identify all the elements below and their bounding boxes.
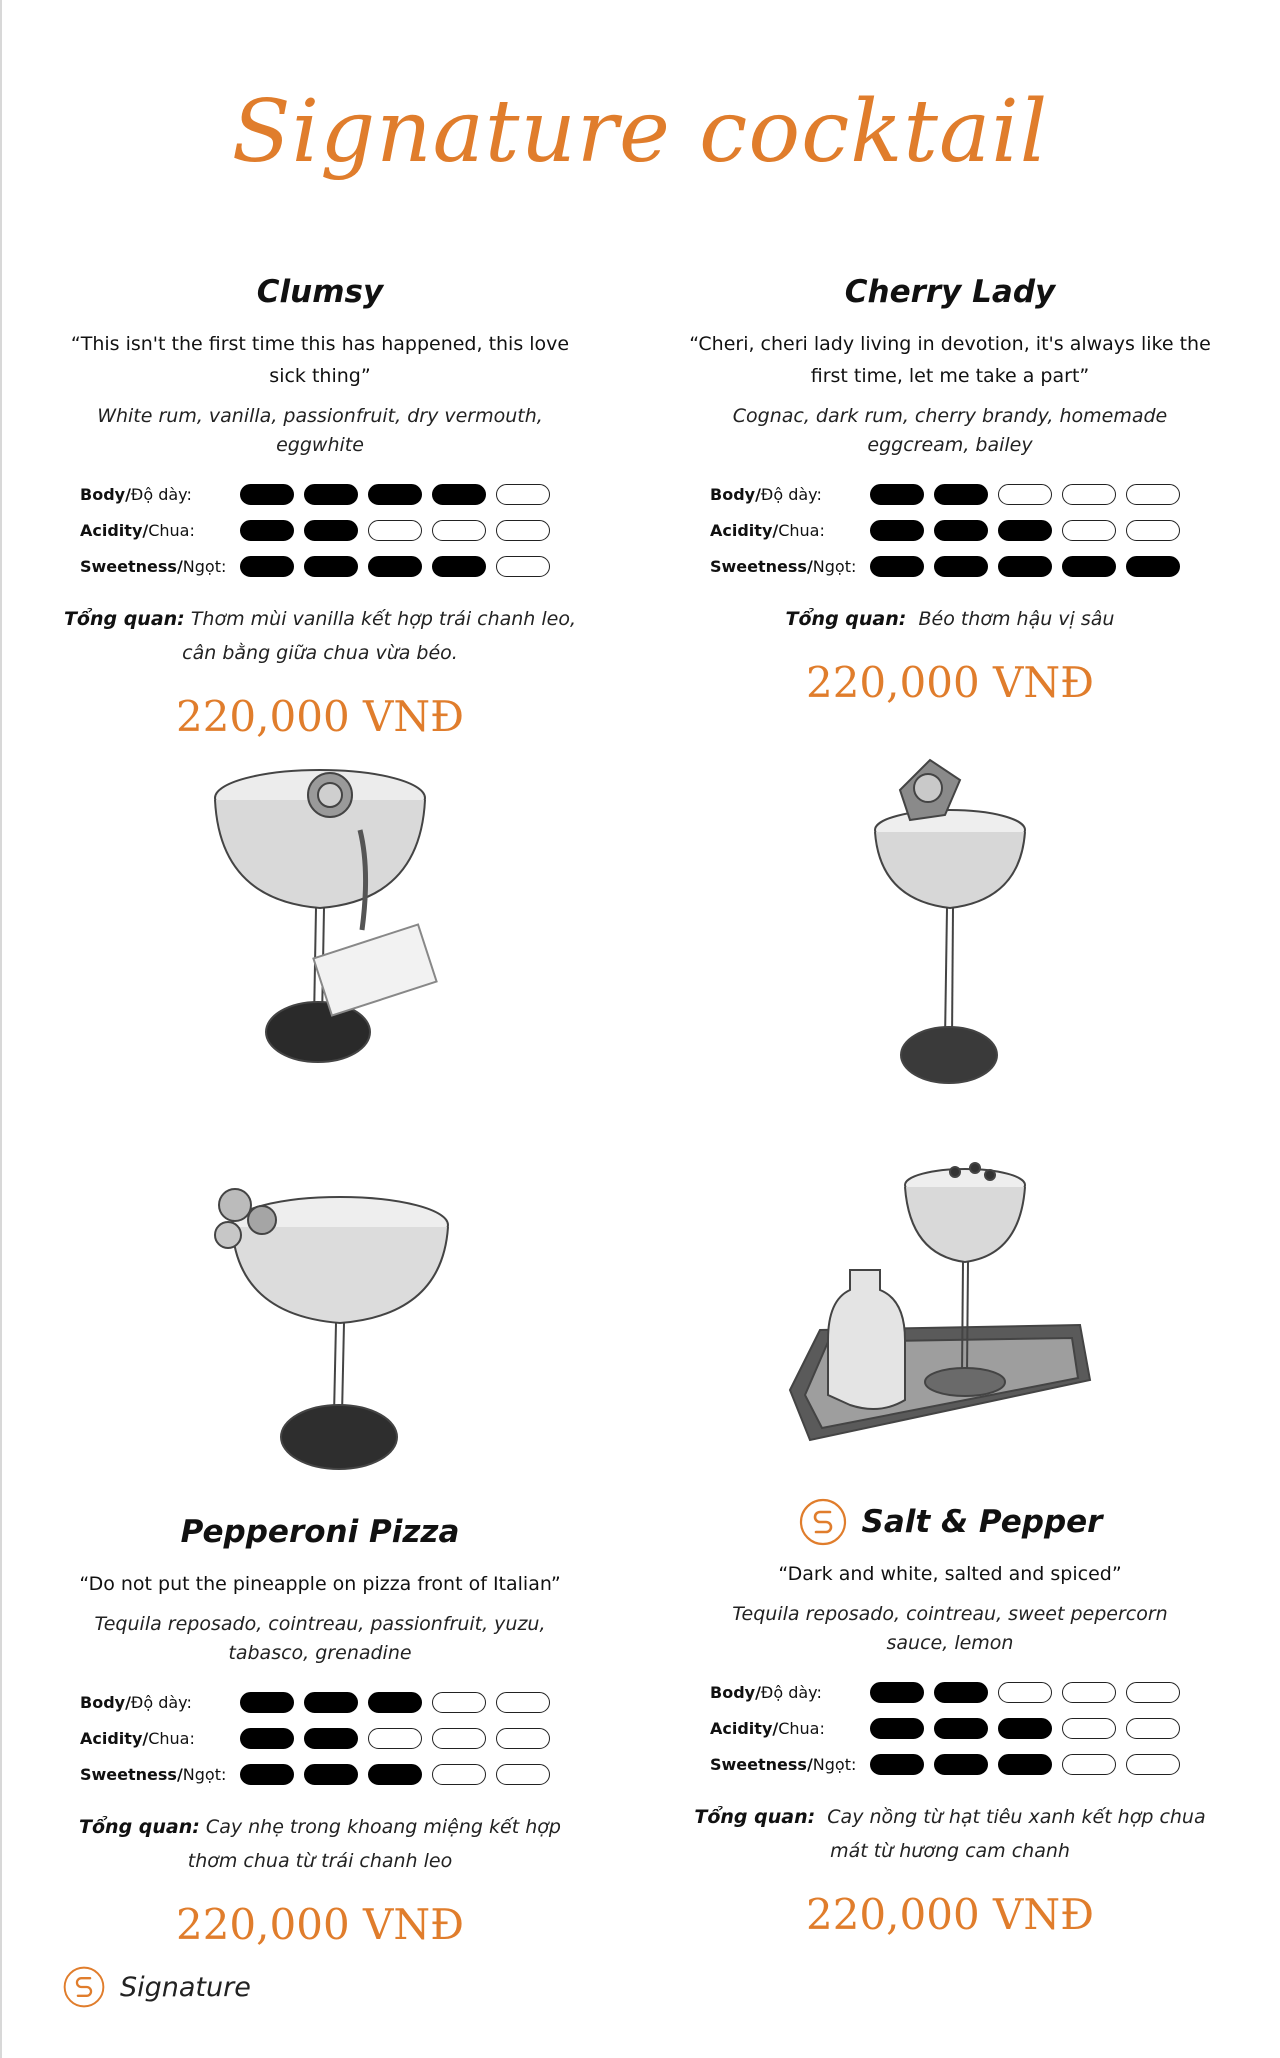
footer-brand [62,1965,251,2009]
coupe-glass-with-flower-icon [190,1175,460,1485]
rating-pill-empty [432,1764,486,1785]
brand-s-logo-icon [798,1497,848,1547]
rating-pill-filled [432,556,486,577]
rating-scale-acidity [870,520,1180,541]
rating-pill-empty [1126,520,1180,541]
rating-pill-empty [496,520,550,541]
rating-pill-empty [496,1728,550,1749]
rating-pill-empty [1126,484,1180,505]
rating-pill-filled [870,556,924,577]
rating-pill-filled [934,1682,988,1703]
cocktail-card-clumsy [10,270,630,741]
cocktail-card-cherry-lady [640,270,1260,707]
rating-pill-filled [368,1692,422,1713]
rating-table [710,1674,1190,1782]
rating-pill-filled [998,556,1052,577]
rating-row-acidity [80,1720,560,1756]
rating-pill-filled [240,520,294,541]
rating-pill-filled [304,1764,358,1785]
cocktail-card-salt-and-pepper [640,1500,1260,1939]
rating-label-body: Body/Độ dày: [80,484,192,504]
rating-pill-filled [240,1764,294,1785]
cocktail-overview: Tổng quan: Cay nhẹ trong khoang miệng kết hợp thơm chua từ trái chanh leo [79,1816,561,1872]
rating-scale-acidity [240,1728,550,1749]
rating-pill-filled [998,1754,1052,1775]
rating-table [710,476,1190,584]
cocktail-price: 220,000 VNĐ [805,658,1094,707]
cocktail-ingredients: White rum, vanilla, passionfruit, dry vermouth, eggwhite [97,405,543,456]
rating-pill-filled [304,1728,358,1749]
rating-row-body [710,476,1190,512]
rating-pill-filled [934,520,988,541]
cocktail-ingredients: Tequila reposado, cointreau, sweet pepercorn sauce, lemon [732,1603,1168,1654]
rating-pill-filled [870,1754,924,1775]
rating-row-body [80,1684,560,1720]
rating-scale-acidity [240,520,550,541]
rating-pill-empty [368,1728,422,1749]
rating-label-sweetness: Sweetness/Ngọt: [710,556,857,576]
rating-label-acidity: Acidity/Chua: [80,520,195,540]
rating-pill-empty [1126,1682,1180,1703]
cocktail-name: Pepperoni Pizza [180,1514,460,1550]
rating-label-sweetness: Sweetness/Ngọt: [80,1764,227,1784]
rating-pill-filled [870,484,924,505]
rating-pill-empty [1062,1682,1116,1703]
rating-scale-sweetness [870,556,1180,577]
cocktail-card-pepperoni-pizza [10,1510,630,1949]
rating-pill-empty [998,1682,1052,1703]
rating-scale-acidity [870,1718,1180,1739]
rating-pill-empty [1062,1754,1116,1775]
rating-row-acidity [710,1710,1190,1746]
rating-pill-empty [1126,1718,1180,1739]
rating-pill-empty [496,1692,550,1713]
rating-row-sweetness [80,548,560,584]
cocktail-quote: “This isn't the first time this has happened, this love sick thing” [70,333,570,387]
rating-pill-empty [496,556,550,577]
rating-table [80,476,560,584]
page-title: Signature cocktail [231,82,1049,182]
rating-pill-filled [304,1692,358,1713]
rating-row-acidity [710,512,1190,548]
rating-pill-empty [1062,1718,1116,1739]
rating-pill-filled [304,556,358,577]
cocktail-quote: “Cheri, cheri lady living in devotion, it's always like the first time, let me take a part” [689,333,1211,387]
rating-label-body: Body/Độ dày: [710,484,822,504]
cocktail-quote: “Dark and white, salted and spiced” [778,1563,1122,1585]
cocktail-ingredients: Tequila reposado, cointreau, passionfruit, yuzu, tabasco, grenadine [94,1613,546,1664]
rating-pill-empty [432,1692,486,1713]
rating-row-sweetness [80,1756,560,1792]
rating-pill-filled [934,484,988,505]
coupe-glass-with-citrus-wheel-icon [200,750,460,1080]
rating-label-body: Body/Độ dày: [80,1692,192,1712]
rating-pill-filled [1126,556,1180,577]
rating-label-sweetness: Sweetness/Ngọt: [80,556,227,576]
cocktail-price: 220,000 VNĐ [175,692,464,741]
rating-scale-body [240,1692,550,1713]
cocktail-price: 220,000 VNĐ [175,1900,464,1949]
rating-pill-filled [1062,556,1116,577]
rating-pill-filled [368,556,422,577]
cocktail-quote: “Do not put the pineapple on pizza front of Italian” [79,1573,561,1595]
rating-pill-filled [870,520,924,541]
rating-pill-filled [240,1692,294,1713]
cocktail-overview: Tổng quan: Thơm mùi vanilla kết hợp trái chanh leo, cân bằng giữa chua vừa béo. [63,608,577,664]
rating-pill-filled [240,1728,294,1749]
cocktail-ingredients: Cognac, dark rum, cherry brandy, homemade eggcream, bailey [732,405,1168,456]
tall-coupe-with-garnish-icon [850,720,1050,1090]
rating-row-sweetness [710,1746,1190,1782]
rating-row-acidity [80,512,560,548]
rating-label-acidity: Acidity/Chua: [80,1728,195,1748]
rating-row-sweetness [710,548,1190,584]
rating-label-sweetness: Sweetness/Ngọt: [710,1754,857,1774]
rating-pill-empty [496,484,550,505]
footer-brand-text: Signature [120,1971,251,2003]
rating-pill-filled [934,1718,988,1739]
rating-pill-empty [1062,484,1116,505]
rating-pill-filled [240,484,294,505]
cocktail-name: Clumsy [256,274,384,310]
rating-pill-empty [496,1764,550,1785]
rating-label-body: Body/Độ dày: [710,1682,822,1702]
cocktail-name: Salt & Pepper [861,1504,1103,1540]
rating-pill-filled [998,520,1052,541]
glass-and-carafe-on-tray-icon [780,1150,1100,1480]
rating-pill-filled [432,484,486,505]
rating-label-acidity: Acidity/Chua: [710,1718,825,1738]
rating-label-acidity: Acidity/Chua: [710,520,825,540]
rating-pill-empty [432,520,486,541]
rating-row-body [80,476,560,512]
rating-pill-filled [304,484,358,505]
rating-pill-filled [934,556,988,577]
rating-row-body [710,1674,1190,1710]
rating-pill-filled [368,1764,422,1785]
rating-pill-filled [240,556,294,577]
rating-scale-body [870,1682,1180,1703]
rating-pill-filled [870,1718,924,1739]
brand-s-logo-icon [62,1965,106,2009]
cocktail-overview: Tổng quan: Cay nồng từ hạt tiêu xanh kết hợp chua mát từ hương cam chanh [694,1806,1206,1862]
rating-pill-filled [368,484,422,505]
rating-scale-sweetness [240,1764,550,1785]
rating-pill-empty [432,1728,486,1749]
rating-scale-sweetness [240,556,550,577]
rating-pill-filled [934,1754,988,1775]
cocktail-name: Cherry Lady [844,274,1056,310]
page-left-border [0,0,2,2058]
rating-pill-filled [998,1718,1052,1739]
rating-pill-empty [1062,520,1116,541]
rating-pill-filled [304,520,358,541]
rating-pill-empty [998,484,1052,505]
rating-pill-filled [870,1682,924,1703]
rating-scale-sweetness [870,1754,1180,1775]
rating-table [80,1684,560,1792]
rating-pill-empty [368,520,422,541]
rating-pill-empty [1126,1754,1180,1775]
rating-scale-body [870,484,1180,505]
rating-scale-body [240,484,550,505]
cocktail-overview: Tổng quan: Béo thơm hậu vị sâu [785,608,1115,630]
cocktail-price: 220,000 VNĐ [805,1890,1094,1939]
